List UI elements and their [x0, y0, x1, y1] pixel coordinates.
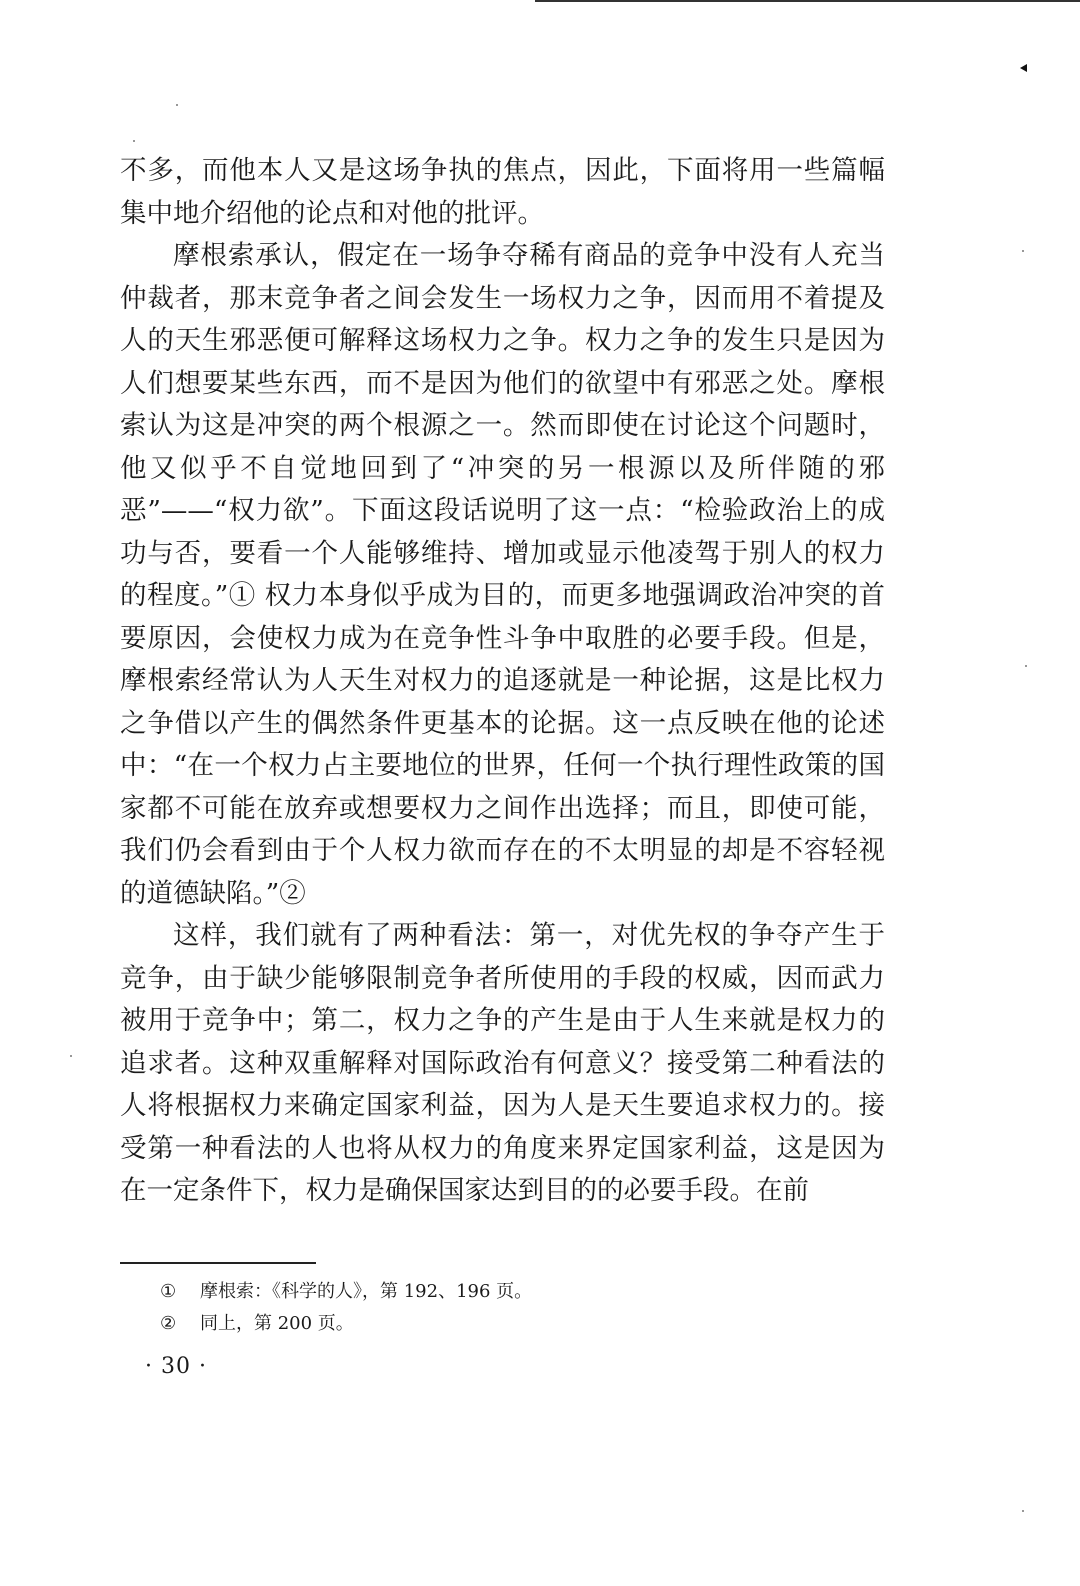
footnote-text: 摩根索：《科学的人》，第 192、196 页。 [200, 1281, 533, 1302]
scan-speck [1022, 250, 1024, 252]
paragraph-morgenthau-power: 摩根索承认，假定在一场争夺稀有商品的竞争中没有人充当仲裁者，那末竞争者之间会发生一场权力之争，因而用不着提及人的天生邪恶便可解释这场权力之争。权力之争的发生只是因为人们想要某些东西，而不是因为他们的欲望中有邪恶之处。摩根索认为这是冲突的两个根源之一。然而即使在讨论这个问题时，他又似乎不自觉地回到了“冲突的另一根源以及所伴随的邪恶”——“权力欲”。下面这段话说明了这一点：“检验政治上的成功与否，要看一个人能够维持、增加或显示他凌驾于别人的权力的程度。”① 权力本身似乎成为目的，而更多地强调政治冲突的首要原因，会使权力成为在竞争性斗争中取胜的必要手段。但是，摩根索经常认为人天生对权力的追逐就是一种论据，这是比权力之争借以产生的偶然条件更基本的论据。这一点反映在他的论述中：“在一个权力占主要地位的世界，任何一个执行理性政策的国家都不可能在放弃或想要权力之间作出选择；而且，即使可能，我们仍会看到由于个人权力欲而存在的不太明显的却是不容轻视的道德缺陷。”② [120, 240, 885, 909]
paragraph-two-views: 这样，我们就有了两种看法：第一，对优先权的争夺产生于竞争，由于缺少能够限制竞争者所使用的手段的权威，因而武力被用于竞争中；第二，权力之争的产生是由于人生来就是权力的追求者。这种双重解释对国际政治有何意义？接受第二种看法的人将根据权力来确定国家利益，因为人是天生要追求权力的。接受第一种看法的人也将从权力的角度来界定国家利益，这是因为在一定条件下，权力是确保国家达到目的的必要手段。在前 [120, 920, 885, 1206]
footnote-1 [160, 1276, 532, 1308]
body-text [120, 150, 885, 1213]
scan-speck [70, 1055, 72, 1057]
page-number: · 30 · [145, 1354, 207, 1379]
footnote-marker: ② [160, 1313, 177, 1334]
footnote-marker: ① [160, 1281, 177, 1302]
footnotes [160, 1276, 532, 1340]
scan-speck [133, 140, 135, 142]
scan-speck [176, 104, 178, 106]
scan-speck [1025, 665, 1027, 667]
scan-edge-mark [1020, 64, 1027, 72]
footnote-divider [120, 1262, 316, 1264]
footnote-text: 同上，第 200 页。 [200, 1313, 354, 1334]
footnote-2 [160, 1308, 532, 1340]
top-edge-rule [535, 0, 1080, 2]
scan-speck [1022, 1510, 1024, 1512]
paragraph-continued: 不多，而他本人又是这场争执的焦点，因此，下面将用一些篇幅集中地介绍他的论点和对他的批评。 [120, 155, 885, 229]
